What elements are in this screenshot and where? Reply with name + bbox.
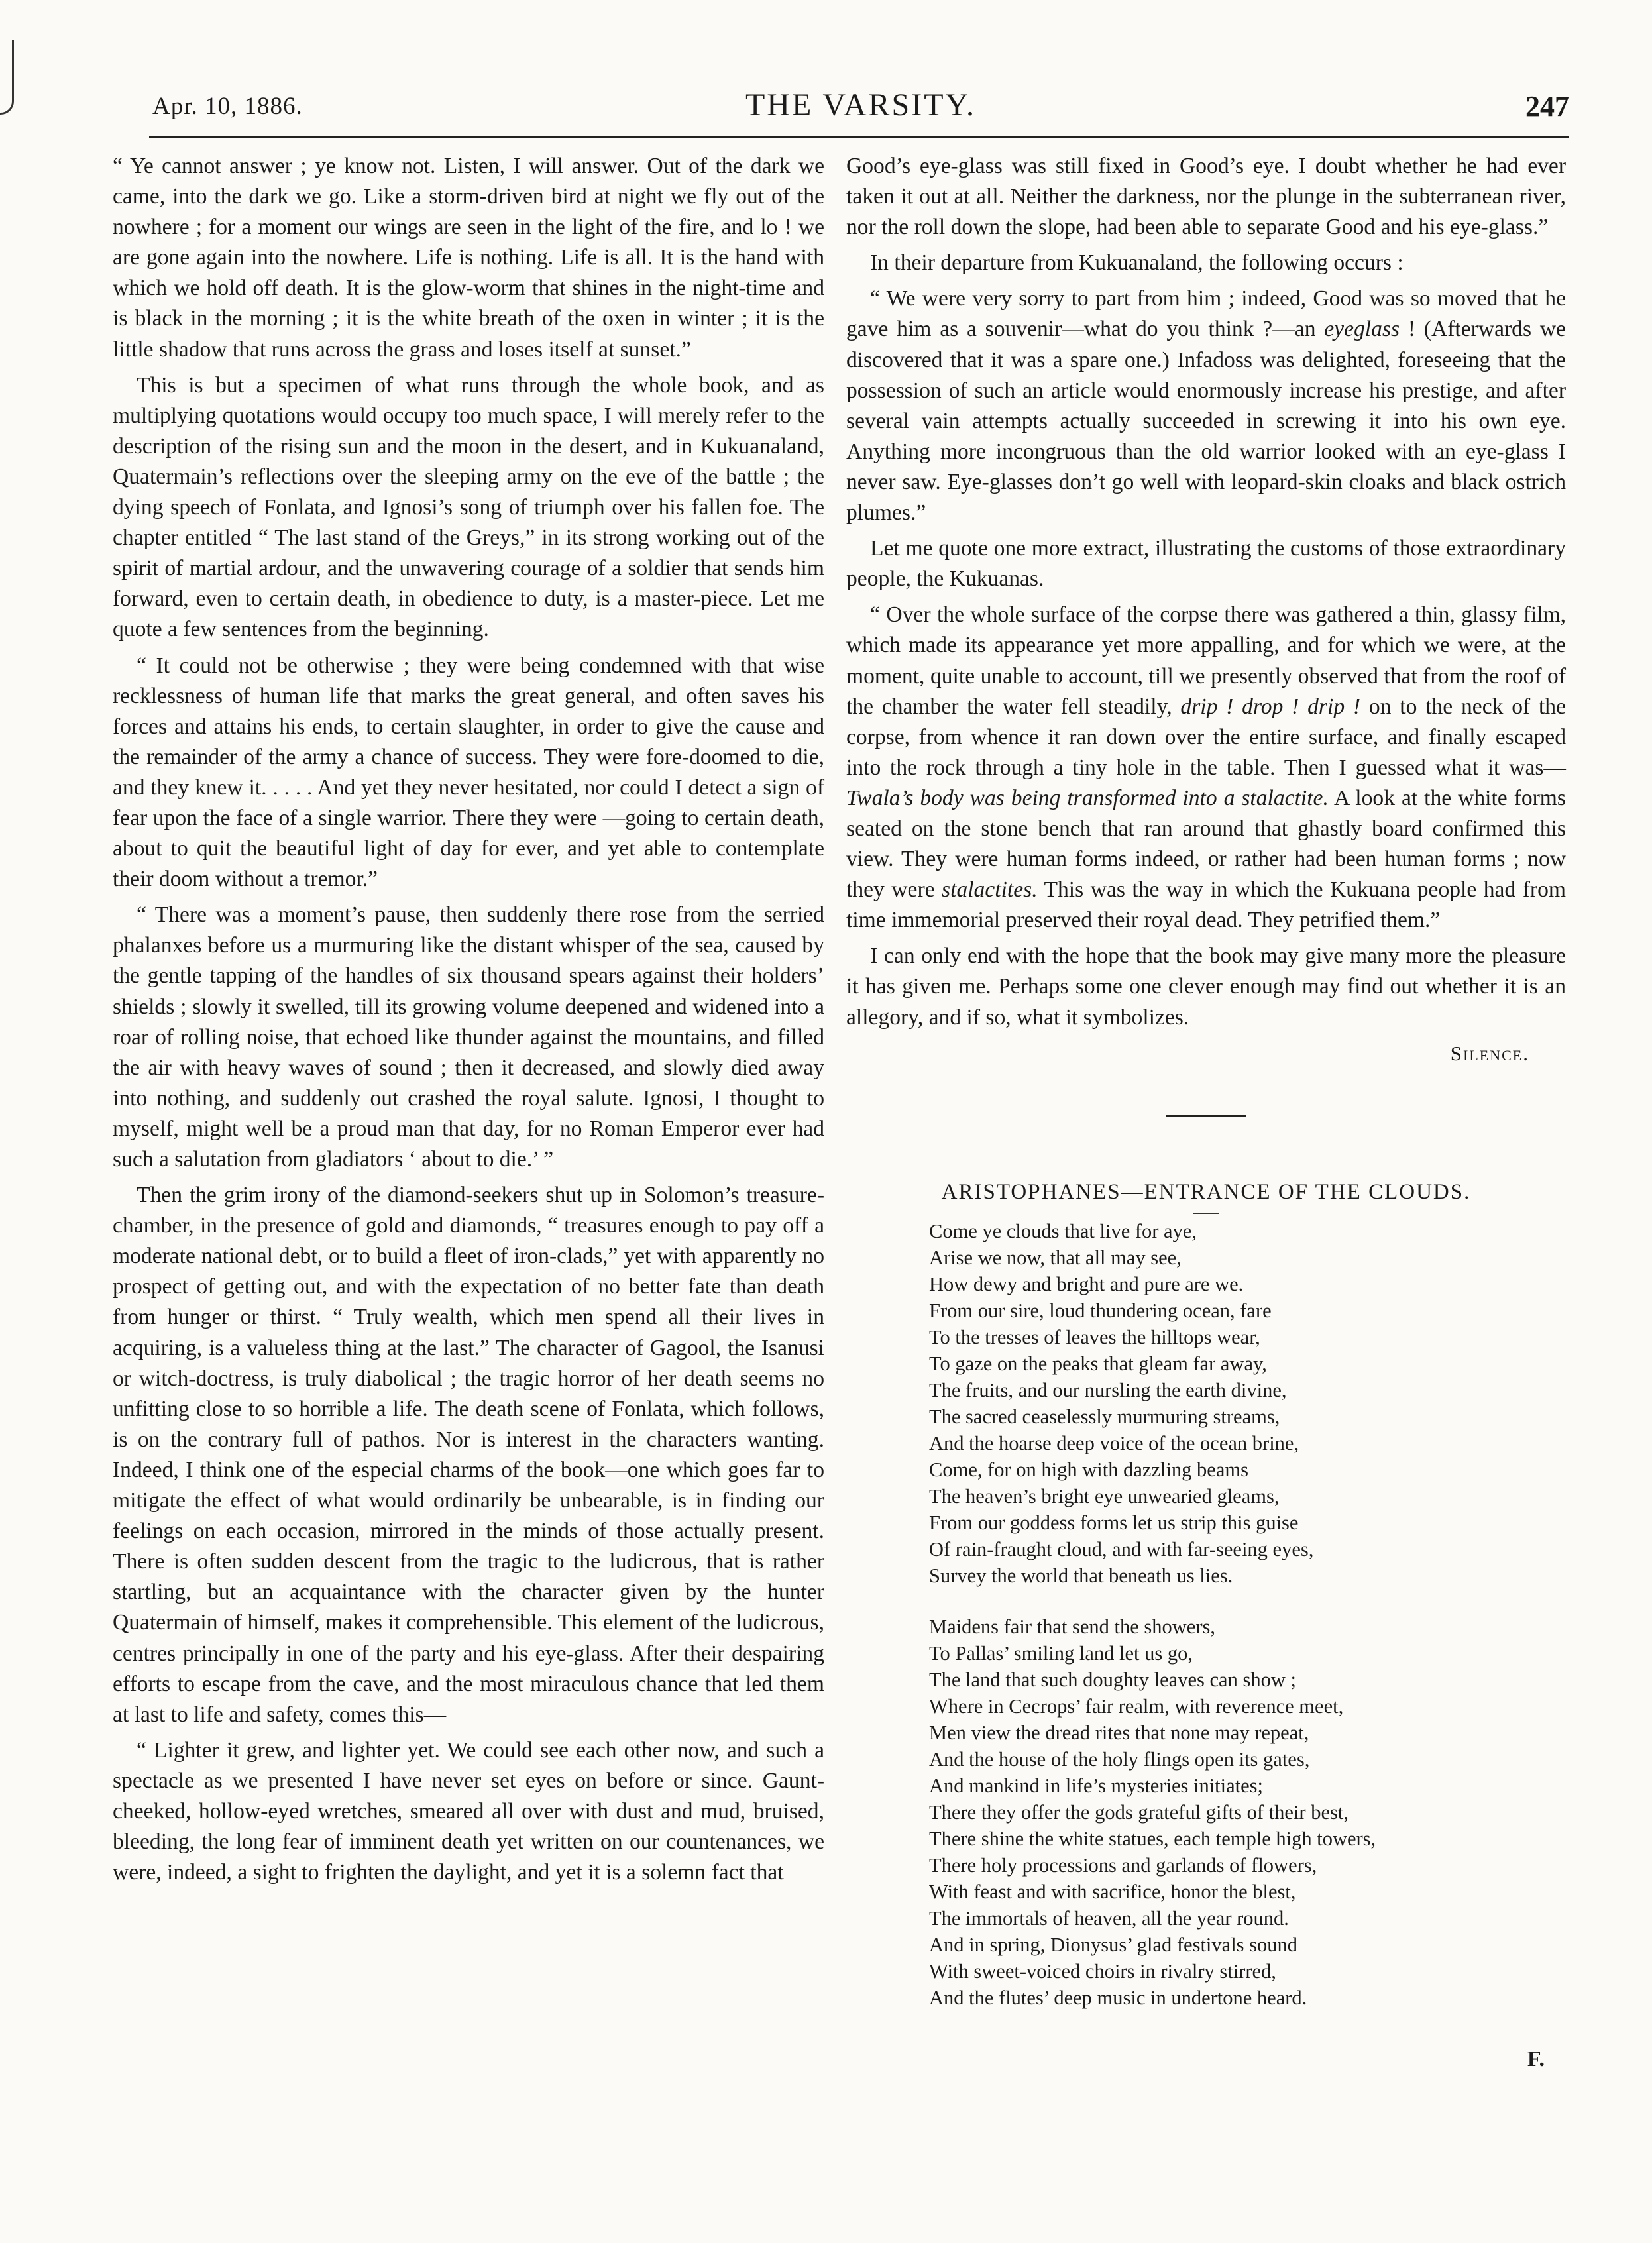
section-divider <box>1166 1115 1246 1117</box>
poem-stanza <box>929 1218 1566 1589</box>
poem-line: Arise we now, that all may see, <box>929 1246 1182 1269</box>
poem-line: To Pallas’ smiling land let us go, <box>929 1641 1193 1665</box>
poem-line: Come, for on high with dazzling beams <box>929 1458 1248 1481</box>
text-run: “ Over the whole surface of the corpse there was gathered a thin, glassy film, which made its appearance yet more appalling, and for which we were, at the moment, quite unable to account, till we presently observed that from the roof of the chamber the water fell steadily, <box>846 602 1566 719</box>
text-run: “ We were very sorry to part from him ; indeed, Good was so moved that he gave him as a souvenir—what do you think ?—an <box>846 286 1566 342</box>
poem-line: And the house of the holy flings open its gates, <box>929 1747 1310 1771</box>
text-run: on to the neck of the corpse, from whence it ran down over the entire surface, and finally escaped into the rock through a tiny hole in the table. Then I guessed what it was— <box>846 694 1566 780</box>
italic-text: drip ! drop ! drip ! <box>1180 694 1361 719</box>
poem-line: There shine the white statues, each temple high towers, <box>929 1827 1376 1850</box>
italic-text: stalactites. <box>942 877 1038 903</box>
poem-line: The fruits, and our nursling the earth divine, <box>929 1378 1287 1401</box>
paragraph: “ Lighter it grew, and lighter yet. We could see each other now, and such a spectacle as we presented I have never set eyes on before or since. Gaunt-cheeked, hollow-eyed wretches, smeared all over with dust and mud, bruised, bleeding, the long fear of imminent death yet written on our countenances, we were, indeed, a sight to frighten the daylight, and yet it is a solemn fact that <box>113 1737 824 1885</box>
poem-line: The sacred ceaselessly murmuring streams, <box>929 1405 1280 1428</box>
poem-line: The immortals of heaven, all the year round. <box>929 1906 1289 1930</box>
issue-date: Apr. 10, 1886. <box>152 93 303 120</box>
poem-line: And the hoarse deep voice of the ocean brine, <box>929 1431 1299 1454</box>
poem-line: How dewy and bright and pure are we. <box>929 1272 1244 1295</box>
poem-line: The land that such doughty leaves can show ; <box>929 1668 1296 1691</box>
poem-line: Of rain-fraught cloud, and with far-seeing eyes, <box>929 1537 1314 1560</box>
paragraph: “ Ye cannot answer ; ye know not. Listen, I will answer. Out of the dark we came, into the dark we go. Like a storm-driven bird at night we fly out of the nowhere ; for a moment our wings are seen in the light of the fire, and lo ! we are gone again into the nowhere. Life is nothing. Life is all. It is the hand with which we hold off death. It is the glow-worm that shines in the night-time and is black in the morning ; it is the white breath of the oxen in winter ; it is the little shadow that runs across the grass and loses itself at sunset.” <box>113 154 824 362</box>
poem-signature: F. <box>1527 2046 1545 2071</box>
poem-line: To gaze on the peaks that gleam far away, <box>929 1352 1267 1375</box>
paragraph: Then the grim irony of the diamond-seekers shut up in Solomon’s treasure-chamber, in the presence of gold and diamonds, “ treasures enough to pay off a moderate national debt, or to build a fleet of iron-clads,” yet with apparently no prospect of getting out, and with the expectation of no better fate than death from hunger or thirst. “ Truly wealth, which men spend all their lives in acquiring, is a valueless thing at the last.” The character of Gagool, the Isanusi or witch-doctress, is truly diabolical ; the tragic horror of her death seems no unfitting close to so horrible a life. The death scene of Fonlata, which follows, is on the contrary full of pathos. Nor is interest in the characters wanting. Indeed, I think one of the especial charms of the book—one which goes far to mitigate the effect of what would ordinarily be unbearable, is in finding our feelings on each occasion, mirrored in the minds of those actually present. There is often sudden descent from the tragic to the ludicrous, that is rather startling, but an acquaintance with the character given by the hunter Quatermain of himself, makes it comprehensible. This element of the ludicrous, centres principally in one of the party and his eye-glass. After their despairing efforts to escape from the cave, and the most miraculous chance that led them at last to life and safety, comes this— <box>113 1183 824 1727</box>
page-edge-mark <box>0 40 14 115</box>
poem-stanza <box>929 1614 1566 2011</box>
text-run: A look at the white forms seated on the stone bench that ran around that ghastly board confirmed this view. They were human forms indeed, or rather had been human forms ; now they were <box>846 785 1566 903</box>
right-column <box>846 151 1566 2075</box>
poem-line: With feast and with sacrifice, honor the blest, <box>929 1880 1296 1903</box>
poem-line: And the flutes’ deep music in undertone heard. <box>929 1986 1307 2009</box>
page-header <box>152 83 1569 129</box>
poem-line: Maidens fair that send the showers, <box>929 1615 1215 1638</box>
poem-line: Come ye clouds that live for aye, <box>929 1219 1197 1242</box>
poem-line: The heaven’s bright eye unwearied gleams, <box>929 1484 1280 1507</box>
poem-title: ARISTOPHANES—ENTRANCE OF THE CLOUDS. <box>941 1179 1471 1204</box>
poem-line: Survey the world that beneath us lies. <box>929 1564 1233 1587</box>
paragraph: “ It could not be otherwise ; they were being condemned with that wise recklessness of human life that marks the great general, and often saves his forces and attains his ends, to certain slaughter, in order to give the cause and the remainder of the army a chance of success. They were fore-doomed to die, and they knew it. . . . . And yet they never hesitated, nor could I detect a sign of fear upon the face of a single warrior. There they were —going to certain death, about to quit the beautiful light of day for ever, and yet able to contemplate their doom without a tremor.” <box>113 653 824 892</box>
paragraph: This is but a specimen of what runs through the whole book, and as multiplying quotations would occupy too much space, I will merely refer to the description of the rising sun and the moon in the desert, and in Kukuanaland, Quatermain’s reflections over the sleeping army on the eve of the battle ; the dying speech of Fonlata, and Ignosi’s song of triumph over his fallen foe. The chapter entitled “ The last stand of the Greys,” in its strong working out of the spirit of martial ardour, and the unwavering courage of a soldier that sends him forward, even to certain death, in obedience to duty, is a master-piece. Let me quote a few sentences from the beginning. <box>113 372 824 642</box>
masthead-title: THE VARSITY. <box>745 87 977 123</box>
poem-line: There holy processions and garlands of flowers, <box>929 1853 1317 1877</box>
poem-line: Men view the dread rites that none may repeat, <box>929 1721 1309 1744</box>
poem-line: With sweet-voiced choirs in rivalry stirred, <box>929 1959 1276 1983</box>
title-dash <box>1193 1213 1219 1214</box>
header-rule <box>149 136 1569 140</box>
text-run: This was the way in which the Kukuana people had from time immemorial preserved their royal dead. They petrified them.” <box>846 877 1567 933</box>
paragraph <box>846 600 1566 936</box>
italic-text: Twala’s body was being transformed into a stalactite. <box>846 785 1329 810</box>
paragraph: In their departure from Kukuanaland, the following occurs : <box>870 250 1404 276</box>
paragraph: I can only end with the hope that the book may give many more the pleasure it has given me. Perhaps some one clever enough may find out whether it is an allegory, and if so, what it symbolizes. <box>846 944 1566 1030</box>
paragraph <box>846 284 1566 528</box>
poem-line: And in spring, Dionysus’ glad festivals sound <box>929 1933 1298 1956</box>
article-signature: Silence. <box>1450 1041 1529 1065</box>
paragraph: “ There was a moment’s pause, then suddenly there rose from the serried phalanxes before us a murmuring like the distant whisper of the sea, caused by the gentle tapping of the handles of six thousand spears against their holders’ shields ; slowly it swelled, till its growing volume deepened and widened into a roar of rolling noise, that echoed like thunder against the mountains, and filled the air with heavy waves of sound ; then it decreased, and slowly died away into nothing, and suddenly out crashed the royal salute. Ignosi, I thought to myself, might well be a proud man that day, for no Roman Emperor ever had such a salutation from gladiators ‘ about to die.’ ” <box>113 903 824 1172</box>
poem-line: From our goddess forms let us strip this guise <box>929 1511 1299 1534</box>
paragraph: Good’s eye-glass was still fixed in Good’s eye. I doubt whether he had ever taken it out at all. Neither the darkness, nor the plunge in the subterranean river, nor the roll down the slope, had been able to separate Good and his eye-glass.” <box>846 154 1566 240</box>
poem-line: And mankind in life’s mysteries initiates; <box>929 1774 1264 1797</box>
poem-line: From our sire, loud thundering ocean, fare <box>929 1299 1272 1322</box>
page-number: 247 <box>1525 90 1569 123</box>
poem-line: Where in Cecrops’ fair realm, with reverence meet, <box>929 1694 1344 1718</box>
poem-line: There they offer the gods grateful gifts of their best, <box>929 1800 1349 1824</box>
paragraph: Let me quote one more extract, illustrating the customs of those extraordinary people, the Kukuanas. <box>846 536 1566 592</box>
text-run: ! (Afterwards we discovered that it was a spare one.) Infadoss was delighted, foreseeing that the possession of such an article would enormously increase his prestige, and after several vain attempts actually succeeded in screwing it into his own eye. Anything more incongruous than the old warrior looked with an eye-glass I never saw. Eye-glasses don’t go well with leopard-skin cloaks and black ostrich plumes.” <box>846 317 1566 525</box>
left-column <box>113 151 824 1893</box>
poem-line: To the tresses of leaves the hilltops wear, <box>929 1325 1260 1348</box>
italic-text: eyeglass <box>1324 317 1400 342</box>
